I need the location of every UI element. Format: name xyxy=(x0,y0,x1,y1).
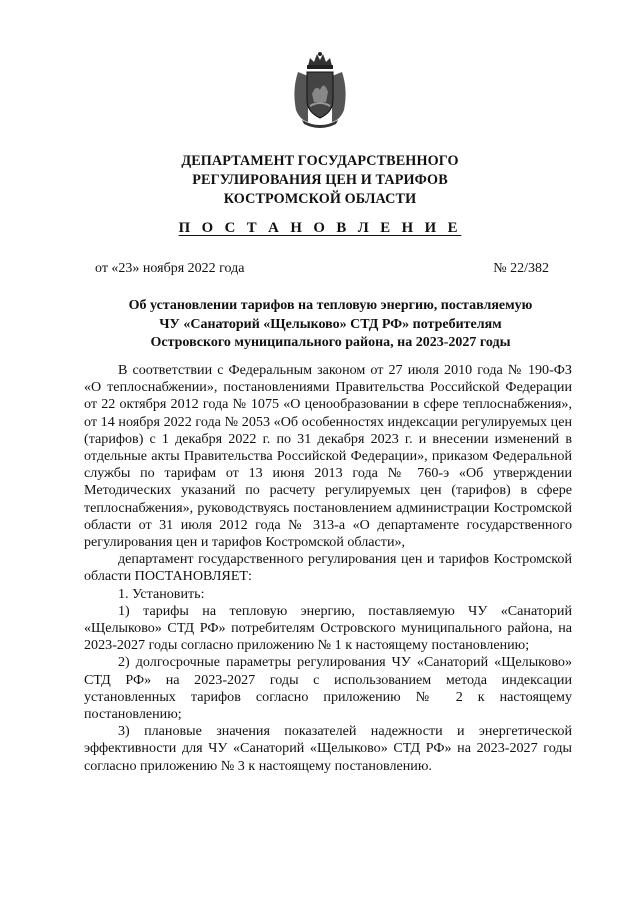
document-date: от «23» ноября 2022 года xyxy=(95,261,245,276)
document-type-title: П О С Т А Н О В Л Е Н И Е xyxy=(178,220,462,236)
department-header xyxy=(0,152,640,209)
item-1: 1. Установить: xyxy=(118,585,205,602)
subject-line: ЧУ «Санаторий «Щелыково» СТД РФ» потребителям xyxy=(159,316,502,332)
item-1-1: 1) тарифы на тепловую энергию, поставляемую ЧУ «Санаторий «Щелыково» СТД РФ» потребителям Островского муниципального района, на 2023-2027 годы согласно приложению № 1 к настоящему постановлению; xyxy=(84,602,572,654)
document-subject xyxy=(88,297,573,353)
preamble-paragraph: В соответствии с Федеральным законом от 27 июля 2010 года № 190-ФЗ «О теплоснабжении», постановлениями Правительства Российской Федерации от 22 октября 2012 года № 1075 «О ценообразовании в сфере теплоснабжения», от 14 ноября 2022 года № 2053 «Об особенностях индексации регулируемых цен (тарифов) с 1 декабря 2022 г. по 31 декабря 2023 г. и внесении изменений в отдельные акты Правительства Российской Федерации», приказом Федеральной службы по тарифам от 13 июня 2013 года № 760-э «Об утверждении Методических указаний по расчету регулируемых цен (тарифов) в сфере теплоснабжения», руководствуясь постановлением администрации Костромской области от 31 июля 2012 года № 313-а «О департаменте государственного регулирования цен и тарифов Костромской области», xyxy=(84,362,572,551)
header-line: РЕГУЛИРОВАНИЯ ЦЕН И ТАРИФОВ xyxy=(192,172,448,188)
header-line: ДЕПАРТАМЕНТ ГОСУДАРСТВЕННОГО xyxy=(181,153,459,169)
item-1-3: 3) плановые значения показателей надежности и энергетической эффективности для ЧУ «Санаторий «Щелыково» СТД РФ» на 2023-2027 годы согласно приложению № 3 к настоящему постановлению. xyxy=(84,723,572,774)
subject-line: Об установлении тарифов на тепловую энергию, поставляемую xyxy=(128,298,533,313)
subject-line: Островского муниципального района, на 2023-2027 годы xyxy=(150,335,511,350)
header-line: КОСТРОМСКОЙ ОБЛАСТИ xyxy=(223,191,417,207)
item-1-2: 2) долгосрочные параметры регулирования ЧУ «Санаторий «Щелыково» СТД РФ» на 2023-2027 годы с использованием метода индексации установленных тарифов согласно приложению № 2 к настоящему постановлению; xyxy=(84,654,572,723)
date-number-line xyxy=(95,260,549,278)
decree-paragraph: департамент государственного регулирования цен и тарифов Костромской области ПОСТАНОВЛЯЕТ: xyxy=(84,551,572,585)
document-number: № 22/382 xyxy=(493,261,549,276)
coat-of-arms-icon xyxy=(290,50,350,130)
document-body xyxy=(84,362,572,775)
